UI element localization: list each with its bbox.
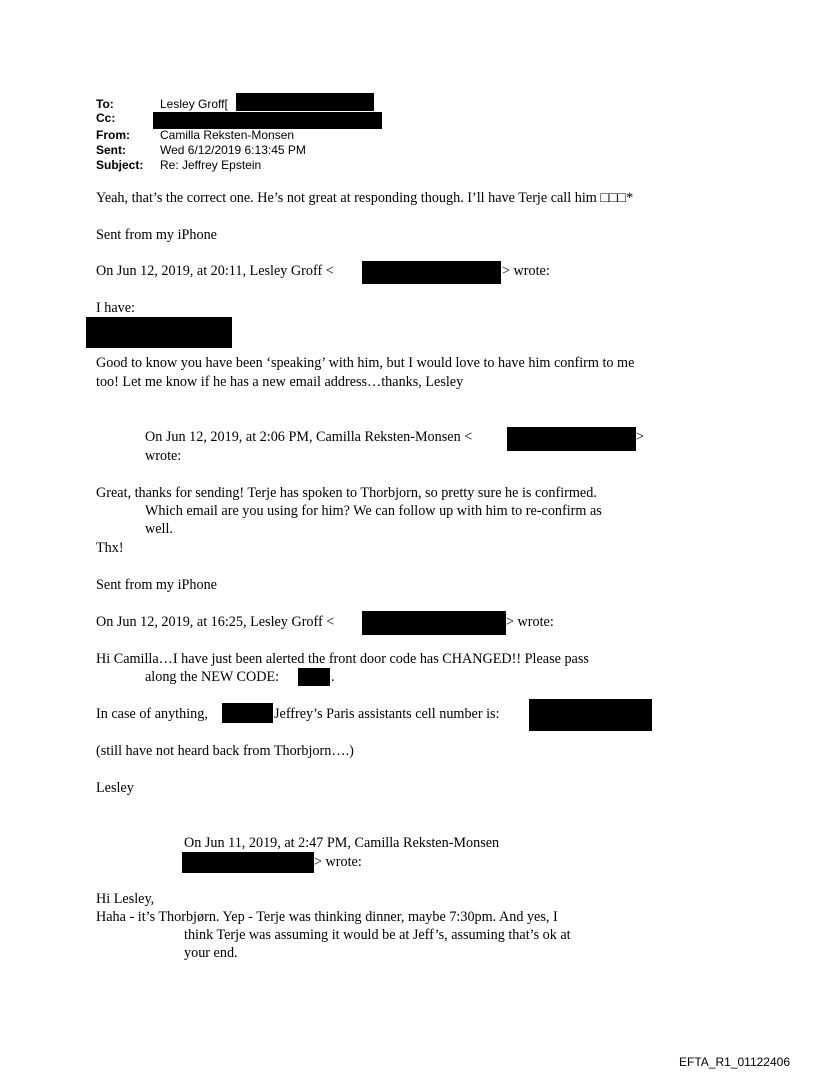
redaction-to <box>236 93 374 111</box>
quote-header-4: On Jun 11, 2019, at 2:47 PM, Camilla Reksten-Monsen <box>184 835 500 851</box>
sent-from-iphone: Sent from my iPhone <box>96 577 217 593</box>
quote-header-2: On Jun 12, 2019, at 2:06 PM, Camilla Reksten-Monsen < <box>145 429 473 445</box>
from-label: From: <box>96 128 130 142</box>
from-value: Camilla Reksten-Monsen <box>160 128 295 142</box>
redaction-phone <box>529 699 652 731</box>
body-line: think Terje was assuming it would be at Jeff’s, assuming that’s ok at <box>184 927 571 943</box>
body-line: Hi Camilla…I have just been alerted the front door code has CHANGED!! Please pass <box>96 651 589 667</box>
document-id: EFTA_R1_01122406 <box>679 1055 790 1069</box>
body-line: Good to know you have been ‘speaking’ with him, but I would love to have him confirm to me <box>96 355 635 371</box>
redaction-email-4 <box>182 852 314 873</box>
redaction-cc <box>153 112 382 129</box>
body-line: Hi Lesley, <box>96 891 155 907</box>
subject-value: Re: Jeffrey Epstein <box>160 158 262 172</box>
i-have-text: I have: <box>96 300 135 316</box>
quote-header-4-end: > wrote: <box>314 854 362 870</box>
sent-value: Wed 6/12/2019 6:13:45 PM <box>160 143 306 157</box>
reply-text: Yeah, that’s the correct one. He’s not great at responding though. I’ll have Terje call him □□□* <box>96 190 634 206</box>
quote-header-2-end: wrote: <box>145 448 182 464</box>
body-line: well. <box>145 521 173 537</box>
redaction-name <box>222 703 273 723</box>
redaction-email-1 <box>362 261 501 284</box>
body-line-end: . <box>331 669 335 685</box>
thx-text: Thx! <box>96 540 124 556</box>
to-label: To: <box>96 97 114 111</box>
redaction-block-1 <box>86 317 232 348</box>
subject-label: Subject: <box>96 158 144 172</box>
redaction-email-2 <box>507 427 636 451</box>
body-line: Jeffrey’s Paris assistants cell number is: <box>274 706 500 722</box>
quote-header-3-end: > wrote: <box>506 614 554 630</box>
to-value: Lesley Groff[ <box>160 97 228 111</box>
sent-from-iphone: Sent from my iPhone <box>96 227 217 243</box>
redaction-code <box>298 668 330 686</box>
signature: Lesley <box>96 780 134 796</box>
quote-header-1: On Jun 12, 2019, at 20:11, Lesley Groff < <box>96 263 334 279</box>
body-line: too! Let me know if he has a new email address…thanks, Lesley <box>96 374 464 390</box>
body-line: Great, thanks for sending! Terje has spoken to Thorbjorn, so pretty sure he is confirmed. <box>96 485 597 501</box>
quote-header-1-end: > wrote: <box>502 263 550 279</box>
quote-header-2-gt: > <box>636 429 645 445</box>
body-line: Haha - it’s Thorbjørn. Yep - Terje was thinking dinner, maybe 7:30pm. And yes, I <box>96 909 558 925</box>
body-line: Which email are you using for him? We can follow up with him to re-confirm as <box>145 503 602 519</box>
sent-label: Sent: <box>96 143 126 157</box>
body-line: In case of anything, <box>96 706 208 722</box>
body-line: (still have not heard back from Thorbjorn….) <box>96 743 354 759</box>
body-line: along the NEW CODE: <box>145 669 280 685</box>
quote-header-3: On Jun 12, 2019, at 16:25, Lesley Groff < <box>96 614 335 630</box>
body-line: your end. <box>184 945 238 961</box>
redaction-email-3 <box>362 611 506 635</box>
cc-label: Cc: <box>96 111 116 125</box>
